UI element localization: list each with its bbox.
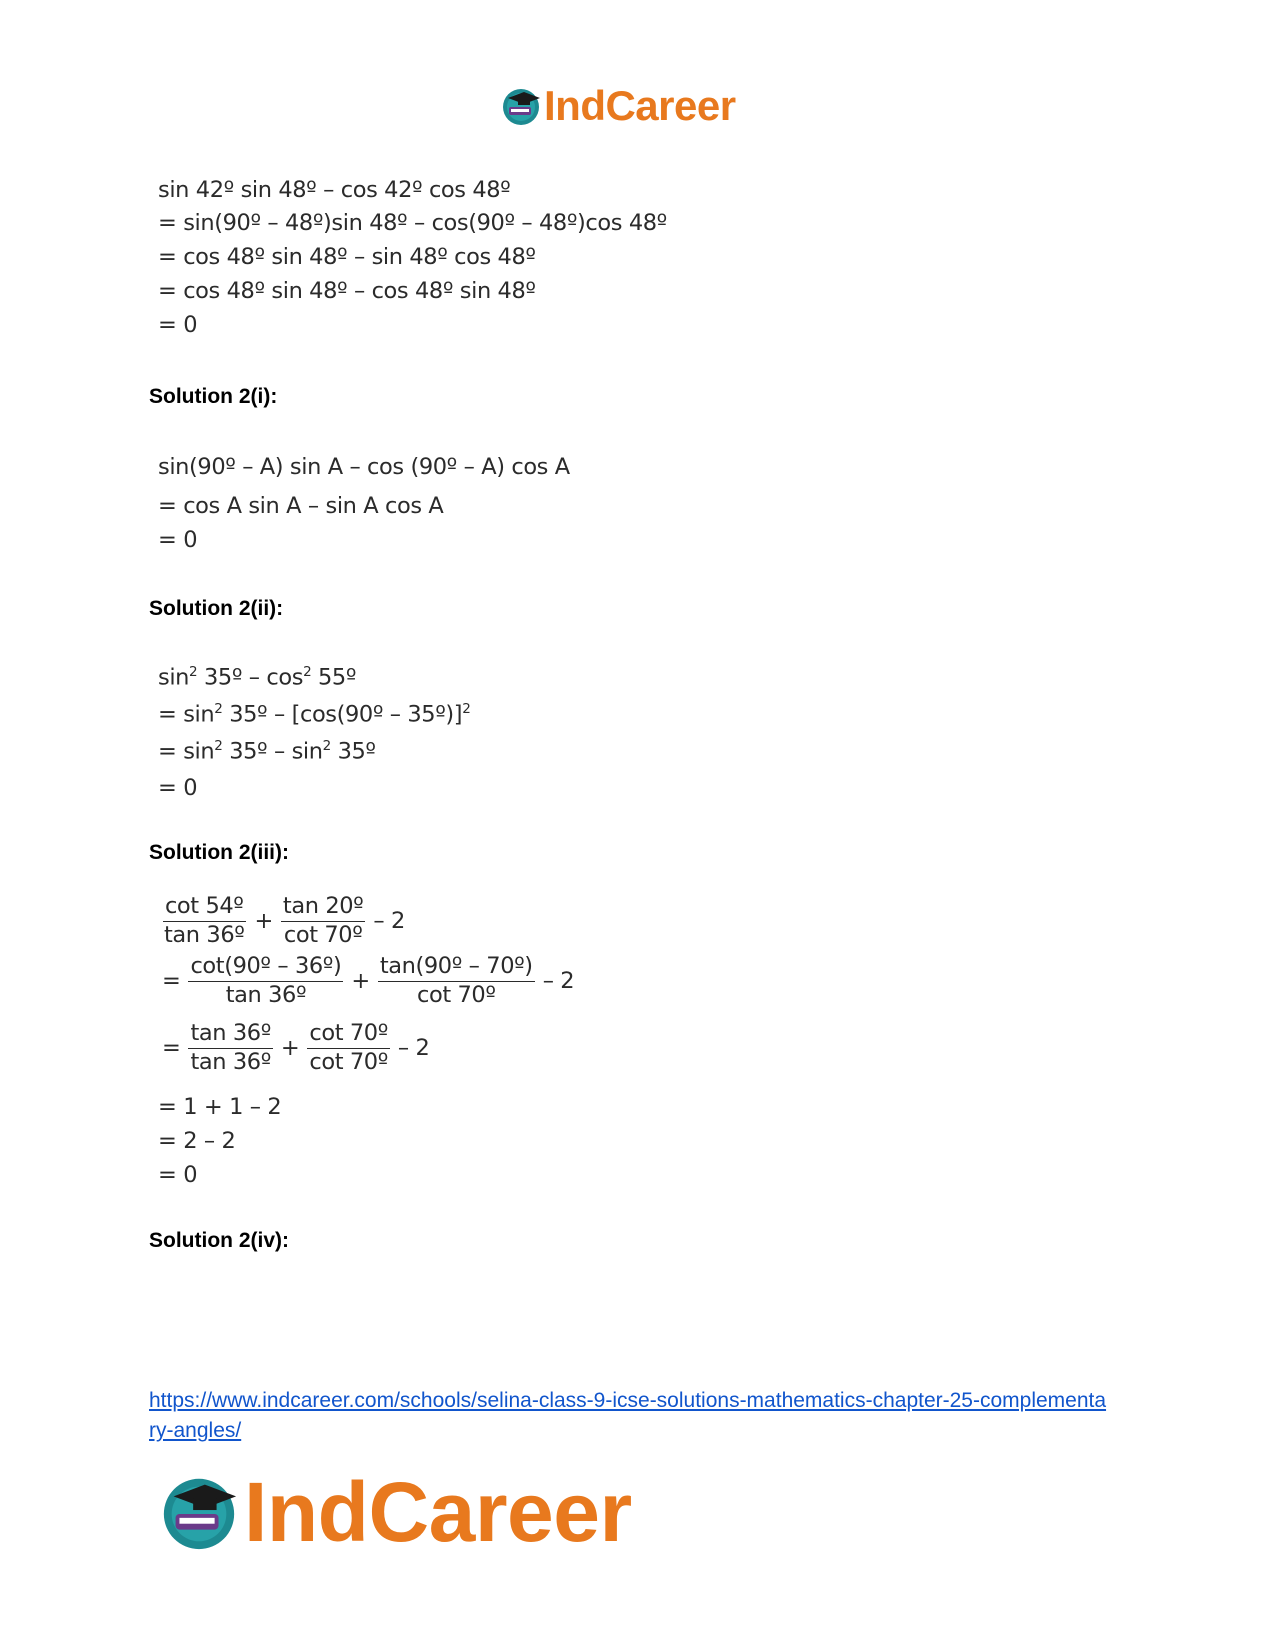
solution-heading: Solution 2(i): <box>149 385 278 408</box>
fraction: $\frac{\text{cot(90º – 36º)}}{\text{tan 36º}}$ <box>190 953 342 1008</box>
equation-line: sin(90º – A) sin A – cos (90º – A) cos A <box>158 454 570 480</box>
fraction: $\frac{\text{tan 36º}}{\text{tan 36º}}$ <box>190 1020 271 1075</box>
brand-name: IndCareer <box>544 82 736 129</box>
fraction: $\frac{\text{tan 20º}}{\text{cot 70º}}$ <box>282 893 364 948</box>
equation-line: = 0 <box>158 775 198 801</box>
equation-line: = cos A sin A – sin A cos A <box>158 493 444 519</box>
fraction: $\frac{\text{cot 70º}}{\text{cot 70º}}$ <box>309 1020 388 1075</box>
solution-heading: Solution 2(iii): <box>149 841 289 864</box>
equation-line: $\sin^2$ 35º – $\cos^2$ 55º <box>158 664 357 691</box>
equation-line: sin 42º sin 48º – cos 42º cos 48º <box>158 177 511 203</box>
fraction-equation: $\frac{\text{cot 54º}}{\text{tan 36º}}$ + $\frac{\text{tan 20º}}{\text{cot 70º}}$ – 2 <box>164 893 405 948</box>
equation-line: = $\sin^2$ 35º – [cos(90º – 35º)]$^2$ <box>158 701 471 728</box>
equation-line: = 1 + 1 – 2 <box>158 1094 282 1120</box>
indcareer-logo-bottom <box>158 1462 632 1562</box>
graduation-book-icon <box>500 85 542 127</box>
source-link[interactable]: https://www.indcareer.com/schools/selina-class-9-icse-solutions-mathematics-chapter-25-complementary-angles/ <box>149 1389 1107 1442</box>
solution-heading: Solution 2(ii): <box>149 597 284 620</box>
graduation-book-icon <box>158 1471 240 1553</box>
fraction: $\frac{\text{tan(90º – 70º)}}{\text{cot 70º}}$ <box>379 953 533 1008</box>
equation-line: = sin(90º – 48º)sin 48º – cos(90º – 48º)cos 48º <box>158 210 667 236</box>
equation-line: = 0 <box>158 312 198 338</box>
brand-name: IndCareer <box>244 1465 632 1559</box>
equation-line: = $\sin^2$ 35º – $\sin^2$ 35º <box>158 738 376 765</box>
equation-line: = 0 <box>158 1162 198 1188</box>
fraction: $\frac{\text{cot 54º}}{\text{tan 36º}}$ <box>164 893 245 948</box>
solution-heading: Solution 2(iv): <box>149 1229 289 1252</box>
indcareer-logo-top <box>500 76 736 136</box>
equation-line: = 2 – 2 <box>158 1128 236 1154</box>
equation-line: = cos 48º sin 48º – sin 48º cos 48º <box>158 244 536 270</box>
equation-line: = cos 48º sin 48º – cos 48º sin 48º <box>158 278 536 304</box>
fraction-equation: = $\frac{\text{cot(90º – 36º)}}{\text{tan 36º}}$ + $\frac{\text{tan(90º – 70º)}}{\text{cot 70º}}$ – 2 <box>162 953 575 1008</box>
fraction-equation: = $\frac{\text{tan 36º}}{\text{tan 36º}}$ + $\frac{\text{cot 70º}}{\text{cot 70º}}$ – 2 <box>162 1020 430 1075</box>
equation-line: = 0 <box>158 527 198 553</box>
